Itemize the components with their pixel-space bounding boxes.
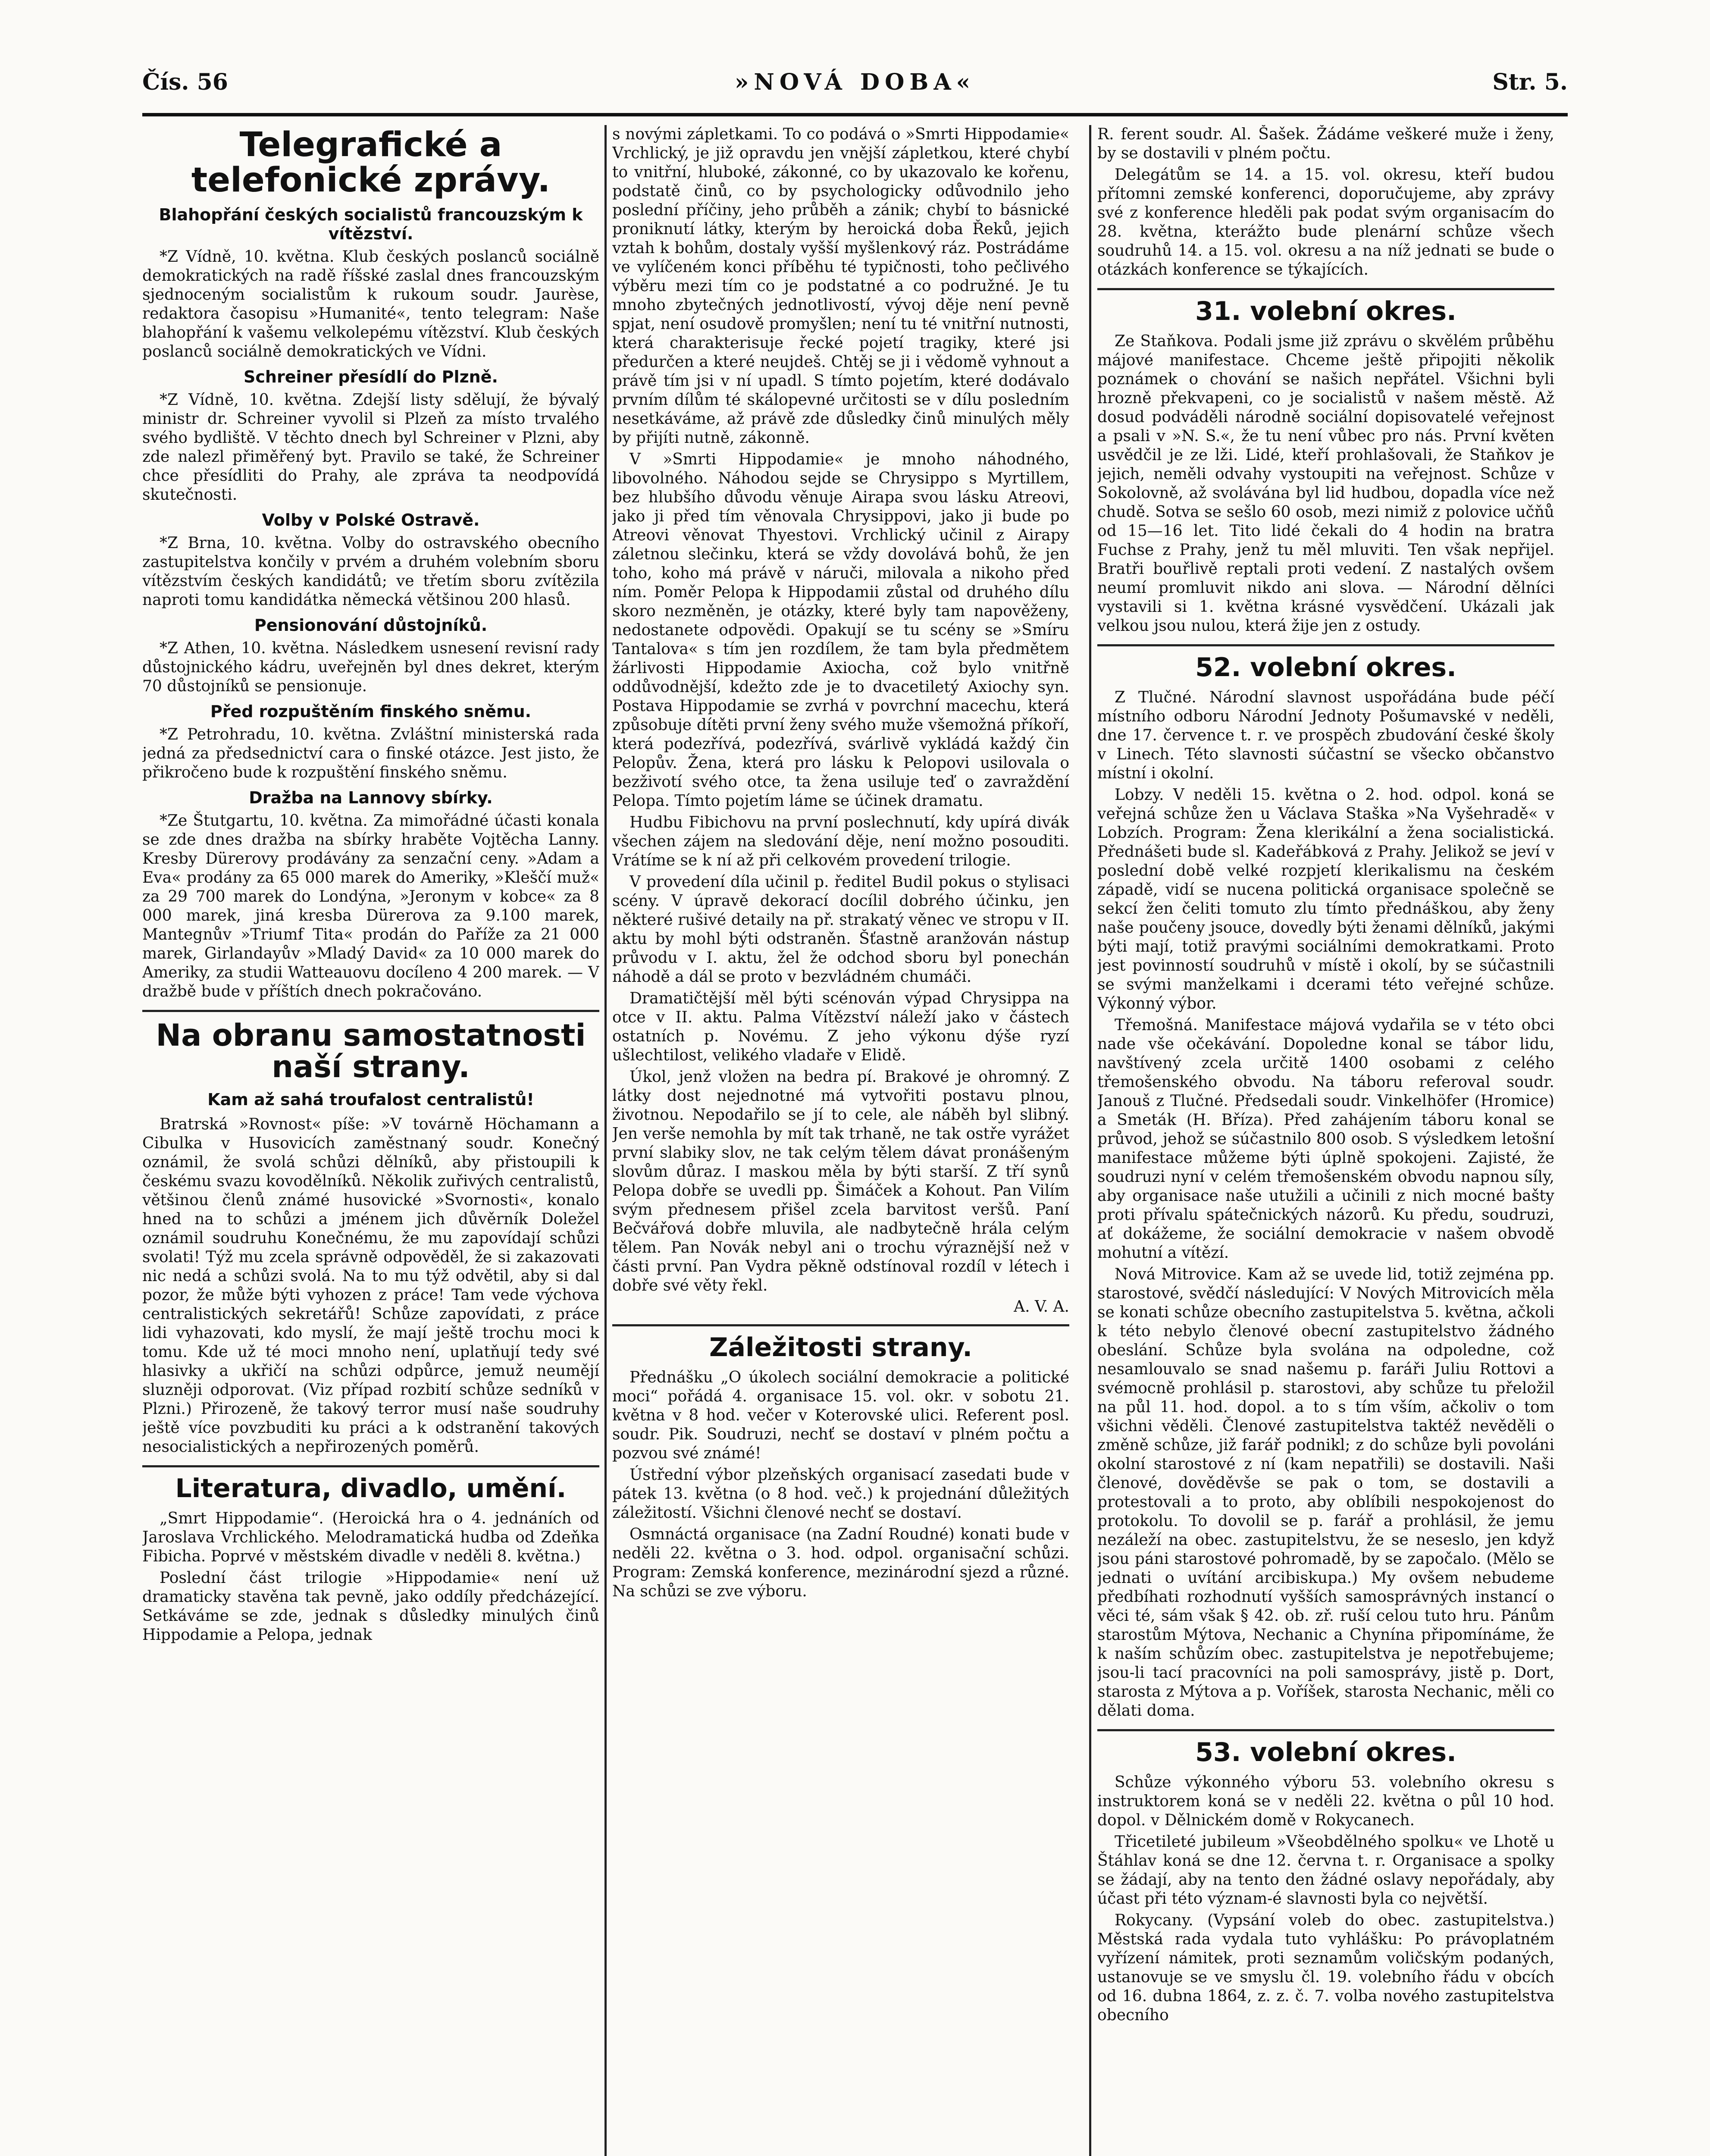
article-text: V provedení díla učinil p. ředitel Budil pokus o stylisaci scény. V úpravě dekorací docílil dobrého účinku, jen některé rušivé detaily na př. strakatý věnec ve stropu v II. aktu by mohl býti odstraněn. Šťastně aranžován nástup průvodu v I. aktu, žel že odchod sboru byl ponechán náhodě a dál se proto v bezvládném chumáči. <box>612 873 1069 986</box>
article-text: V »Smrti Hippodamie« je mnoho náhodného, libovolného. Náhodou sejde se Chrysippo s Myrtillem, bez hlubšího důvodu věnuje Airapa svou lásku Atreovi, jako ji před tím věnovala Chrysippovi, jako ji bude po Atreovi věnovat Thyestovi. Vrchlický učinil z Airapy záletnou slečinku, která se vždy dovolává bohů, že jen toho, koho má právě v náruči, milovala a nikoho před ním. Poměr Pelopa k Hippodamii zůstal od druhého dílu skoro nezměněn, je otázky, které byly tam napověženy, nedostanete odpovědi. Opakují se tu scény se »Smíru Tantalova« s tím jen rozdílem, že tam byla předmětem žárlivosti Hippodamie Axiocha, což bylo vnitřně oddůvodnější, kdežto zde je to dvacetiletý Axiochy syn. Postava Hippodamie se zvrhá v povrchní macechu, která způsobuje dítěti první ženy svého muže všemožná příkoří, která podezřívá, podezřívá, svárlivě vykládá každý čin Pelopův. Žena, která pro lásku k Pelopovi usilovala o bezživotí svého otce, ta žena usiluje teď o zavraždění Pelopa. Tímto pojetím láme se účinek dramatu. <box>612 451 1069 810</box>
article-text: *Ze Štutgartu, 10. května. Za mimořádné účasti konala se zde dnes dražba na sbírky hraběte Vojtěcha Lanny. Kresby Dürerovy prodávány za senzační ceny. »Adam a Eva« prodány za 65 000 marek do Ameriky, »Kleščí muž« za 29 700 marek do Londýna, »Jeronym v kobce« za 8 000 marek, jiná kresba Dürerova za 9.100 marek, Mantegnův »Triumf Tita« prodán do Paříže za 21 000 marek, Girlandayův »Mladý David« za 10 000 marek do Ameriky, za studii Watteauovu docíleno 4 200 marek. — V dražbě bude v příštích dnech pokračováno. <box>142 812 599 1000</box>
section-rule <box>612 1324 1069 1326</box>
article-text: Přednášku „O úkolech sociální demokracie a politické moci“ pořádá 4. organisace 15. vol. okr. v sobotu 21. května v 8 hod. večer v Koterovské ulici. Referent posl. soudr. Pik. Soudruzi, nechť se dostaví v plném počtu a pozvou své známé! <box>612 1369 1069 1462</box>
article-heading: Pensionování důstojníků. <box>254 615 488 635</box>
article-heading: Před rozpuštěním finského sněmu. <box>210 702 532 721</box>
section-rule <box>1097 1729 1554 1731</box>
article-text: *Z Vídně, 10. května. Zdejší listy sdělují, že bývalý ministr dr. Schreiner vyvolil si Plzeň za místo trvalého svého bydliště. V těchto dnech byl Schreiner v Plzni, aby zde nalezl přiměřený byt. Pravilo se také, že Schreiner chce přesídliti do Prahy, ale zpráva ta neodpovídá skutečnosti. <box>142 391 599 504</box>
section-rule <box>1097 644 1554 646</box>
issue-number: Čís. 56 <box>142 69 228 95</box>
page-number: Str. 5. <box>1492 69 1568 95</box>
section-title-zalezitosti: Záležitosti strany. <box>709 1332 973 1363</box>
article-text: Schůze výkonného výboru 53. volebního okresu s instruktorem koná se v neděli 22. května o půl 10 hod. dopol. v Dělnickém domě v Rokycanech. <box>1097 1774 1554 1829</box>
column-divider <box>1089 125 1091 2156</box>
article-text: Třemošná. Manifestace májová vydařila se v této obci nade vše očekávání. Dopoledne konal se tábor lidu, navštívený zcela určitě 1400 osobami z celého třemošenského obvodu. Na táboru referoval soudr. Janouš z Tlučné. Předsedali soudr. Vinkelhöfer (Hromice) a Smeták (H. Bříza). Před zahájením táboru konal se průvod, jehož se súčastnilo 800 osob. S výsledkem letošní manifestace můžeme býti úplně spokojeni. Zajisté, že soudruzi nyní v celém třemošenském obvodu napnou síly, aby organisace naše utužili a učinili z nich mocné bašty proti přívalu spátečnických názorů. Ku předu, soudruzi, ať dokážeme, že sociální demokracie v našem obvodě mohutní a vítězí. <box>1097 1016 1554 1262</box>
article-text: s novými zápletkami. To co podává o »Smrti Hippodamie« Vrchlický, je již opravdu jen vnější zápletkou, které chybí to vnitřní, hluboké, zákonné, co by ukazovalo ke kořenu, podstatě činů, co by psychologicky odůvodnilo jeho poslední příčiny, jeho průběh a zánik; chybí to básnické proniknutí látky, kterým by heroická doba Řeků, jejich vztah k bohům, dostaly vyšší myšlenkový ráz. Postrádáme ve vylíčeném konci příběhu té typičnosti, toho pečlivého výběru mezi tím co je podstatné a co podružné. Je tu mnoho zbytečných jednotlivostí, vývoj děje není pevně spjat, není osudově promyšlen; není tu té vnitřní nutnosti, která charakterisuje řecké pojetí tragiky, které jsi předurčen a které neujdeš. Chtěj se ji i vědomě vyhnout a právě tím jsi v ní upadl. S tímto pojetím, které dodávalo prvním dílům té skálopevné určitosti se v dílu posledním nesetkáváme, až právě zde důsledky činů minulých měly by přijíti nutně, zákonně. <box>612 125 1069 447</box>
article-heading: Blahopřání českých socialistů francouzským k vítězství. <box>159 205 583 243</box>
article-heading: Volby v Polské Ostravě. <box>262 510 480 530</box>
article-text: Nová Mitrovice. Kam až se uvede lid, totiž zejména pp. starostové, svědčí následující: V Nových Mitrovicích měla se konati schůze obecního zastupitelstva 5. května, ačkoli k této nebylo členové obecní zastupitelstvo žádného obeslání. Schůze byla svolána na odpoledne, což nesamlouvalo se snad našemu p. faráři Juliu Rottovi a svémocně prohlásil p. starostovi, aby schůze tu přeložil na půl 11. hod. dopol. a to s tím vším, ačkoliv o tom všichni věděli. Členové zastupitelstva taktéž nevěděli o změně schůze, již farář podnikl; z do schůze byli povoláni okolní starostové z ní (kam nepatřili) se dostavili. Naši členové, dověděvše se pak o tom, se dostavili a protestovali a to proto, aby oblíbili nespokojenost do protokolu. To dovolil se p. farář a prohlásil, že jemu nezáleží na obec. zastupitelstvu, že se neseslo, jen když jsou páni starostové pohromadě, by se započalo. (Mělo se jednati o uvítání arcibiskupa.) My ovšem nebudeme předbíhati rozhodnutí vyšších samosprávných instancí o věci té, sám však § 42. ob. zř. ruší celou tuto hru. Pánům starostům Mýtova, Nechanic a Chynína připomínáme, že k naším schůzím obec. zastupitelstva je nepotřebujeme; jsou-li tací pracovníci na poli samosprávy, jistě p. Dort, starosta z Mýtova a p. Voříšek, starosta Nechanic, měli co dělati doma. <box>1097 1266 1554 1720</box>
article-text: Bratrská »Rovnost« píše: »V továrně Höchamann a Cibulka v Husovicích zaměstnaný soudr. Konečný oznámil, že svolá schůzi dělníků, aby přistoupili k českému svazu kovodělníků. Několik zuřivých centralistů, většinou členů známé husovické »Svornosti«, konalo hned na to schůzi a jménem jich důvěrník Doležel oznámil soudruhu Konečnému, že mu zapovídají schůzi svolati! Týž mu zcela správně odpověděl, že si zakazovati nic nedá a schůzi svolá. Na to mu týž odvětil, aby si dal pozor, že může býti vyhozen z práce! Tam vede výchova centralistických sekretářů! Schůze zapovídati, z práce lidi vyhazovati, kdo myslí, že mají ještě trochu moci k tomu. Kde už té moci mnoho není, uplatňují tedy své hlasivky a ukřičí na schůzi odpůrce, jemuž neumějí sluzněji odporovat. (Viz případ rozbití schůze sedníků v Plzni.) Přirozeně, že takový terror musí naše soudruhy ještě více povzbuditi ku práci a k odstranění takových nesocialistických a nepřirozených poměrů. <box>142 1115 599 1456</box>
section-title-literatura: Literatura, divadlo, umění. <box>175 1473 567 1504</box>
article-text: *Z Petrohradu, 10. května. Zvláštní ministerská rada jedná za předsednictví cara o finské otázce. Jest jisto, že přikročeno bude k rozpuštění finského sněmu. <box>142 725 599 781</box>
article-text: Ze Staňkova. Podali jsme již zprávu o skvělém průběhu májové manifestace. Chceme ještě připojiti několik poznámek o chování se našich nepřátel. Všichni byli hrozně překvapeni, co je socialistů v našem městě. Až dosud podváděli národně sociální dopisovatelé veřejnost a psali v »N. S.«, že tu není vůbec pro nás. První květen usvědčil je ze lži. Lidé, kteří prohlašovali, že Staňkov je jejich, neměli odvahy vystoupiti na veřejnost. Schůze v Sokolovně, až svolávána byl lid hudbou, dopadla více než chudě. Sotva se sešlo 60 osob, mezi nimiž z polovice učňů od 15—16 let. Tito lidé čekali do 4 hodin na bratra Fuchse z Prahy, jenž tu měl mluviti. Ten však nepřijel. Bratři bouřlivě reptali proti vedení. Z nastalých ovšem neumí promluvit nikdo ani slova. — Národní dělníci vystavili si 1. května krásné vysvědčení. Ukázali jak velkou jsou nulou, která žije jen z ostudy. <box>1097 332 1554 635</box>
article-heading: Dražba na Lannovy sbírky. <box>249 788 493 807</box>
section-rule <box>142 1010 599 1012</box>
article-lead: Kam až sahá troufalost centralistů! <box>207 1090 534 1109</box>
section-title-telegrafy: Telegrafické a telefonické zprávy. <box>191 125 551 200</box>
section-title-53-okres: 53. volební okres. <box>1195 1737 1456 1767</box>
article-text: Ústřední výbor plzeňských organisací zasedati bude v pátek 13. května (o 8 hod. več.) k projednání důležitých záležitostí. Všichni členové nechť se dostaví. <box>612 1466 1069 1522</box>
section-rule <box>1097 288 1554 290</box>
article-text: Hudbu Fibichovu na první poslechnutí, kdy upírá divák všechen zájem na sledování děje, není možno posouditi. Vrátíme se k ní až při celkovém provedení trilogie. <box>612 814 1069 869</box>
section-title-52-okres: 52. volební okres. <box>1195 652 1456 683</box>
article-text: Dramatičtější měl býti scénován výpad Chrysippa na otce v II. aktu. Palma Vítězství náleží jako v částech ostatních p. Novému. Z jeho výkonu dýše ryzí ušlechtilost, velikého vladaře v Elidě. <box>612 990 1069 1064</box>
article-text: Lobzy. V neděli 15. května o 2. hod. odpol. koná se veřejná schůze žen u Václava Staška »Na Vyšehradě« v Lobzích. Program: Žena klerikální a žena socialistická. Přednášeti bude sl. Kadeřábková z Prahy. Jelikož se jeví v poslední době velké rozpjetí klerikalismu na českém západě, vidí se nucena politická organisace společně se sekcí žen čeliti tomuto zlu tímto přednáškou, aby ženy naše poučeny jsouce, dovedly býti ženami dělníků, jakými býti mají, totiž pravými sociálními demokratkami. Proto jest povinností soudruhů v místě i okolí, by se súčastnili se svými manželkami i dcerami této veřejné schůze. Výkonný výbor. <box>1097 786 1554 1012</box>
article-text: *Z Athen, 10. května. Následkem usnesení revisní rady důstojnického kádru, uveřejněn byl dnes dekret, kterým 70 důstojníků se pensionuje. <box>142 639 599 695</box>
article-text: Osmnáctá organisace (na Zadní Roudné) konati bude v neděli 22. května o 3. hod. odpol. organisační schůzi. Program: Zemská konference, mezinárodní sjezd a různé. Na schůzi se zve výboru. <box>612 1526 1069 1600</box>
article-text: Úkol, jenž vložen na bedra pí. Brakové je ohromný. Z látky dost nejednotné má vytvořiti postavu plnou, životnou. Nepodařilo se jí to cele, ale náběh byl slibný. Jen verše nemohla by mít tak trhaně, ne tak ostře vyrážet první slabiky slov, ne tak celým tělem dávat pronášeným slovům důraz. I maskou měla by býti starší. Z tří synů Pelopa dobře se uvedli pp. Šimáček a Kohout. Pan Vilím svým přednesem přišel zcela barvitost veršů. Paní Bečvářová dobře mluvila, ale nadbytečně hrála celým tělem. Pan Novák nebyl ani o trochu výraznější než v části první. Pan Vydra pěkně odstínoval rozdíl v létech i dobře své věty řekl. <box>612 1068 1069 1294</box>
newspaper-title: »NOVÁ DOBA« <box>734 69 976 95</box>
article-heading: Schreiner přesídlí do Plzně. <box>244 367 498 386</box>
header-rule <box>142 113 1568 116</box>
column-3 <box>1097 125 1554 2156</box>
article-text: *Z Brna, 10. května. Volby do ostravského obecního zastupitelstva končily v prvém a druhém volebním sboru vítězstvím českých kandidátů; ve třetím sboru zvítězila naproti tomu kandidátka německá většinou 200 hlasů. <box>142 534 599 609</box>
section-rule <box>142 1465 599 1467</box>
section-title-obrana: Na obranu samostatnosti naší strany. <box>156 1017 586 1085</box>
article-text: Rokycany. (Vypsání voleb do obec. zastupitelstva.) Městská rada vydala tuto vyhlášku: Po právoplatném vyřízení námitek, proti seznamům voličským podaných, ustanovuje se ve smyslu čl. 19. volebního řádu v obcích od 16. dubna 1864, z. z. č. 7. volba nového zastupitelstva obecního <box>1097 1912 1554 2024</box>
author-signature: A. V. A. <box>1014 1298 1069 1316</box>
column-1 <box>142 125 599 2156</box>
article-text: *Z Vídně, 10. května. Klub českých poslanců sociálně demokratických na radě říšské zaslal dnes francouzským sjednoceným socialistům k rukoum soudr. Jaurèse, redaktora časopisu »Humanité«, tento telegram: Naše blahopřání k vašemu velkolepému vítězství. Klub českých poslanců sociálně demokratických ve Vídni. <box>142 248 599 360</box>
column-2 <box>612 125 1069 2156</box>
column-divider <box>604 125 607 2156</box>
article-text: „Smrt Hippodamie“. (Heroická hra o 4. jednáních od Jaroslava Vrchlického. Melodramatická hudba od Zdeňka Fibicha. Poprvé v městském divadle v neděli 8. května.) <box>142 1509 599 1565</box>
article-text: Třicetileté jubileum »Všeobdělného spolku« ve Lhotě u Štáhlav koná se dne 12. června t. r. Organisace a spolky se žádají, aby na tento den žádné oslavy nepořádaly, aby účast při této význam‑é slavnosti byla co největší. <box>1097 1833 1554 1908</box>
article-text: R. ferent soudr. Al. Šašek. Žádáme veškeré muže i ženy, by se dostavili v plném počtu. <box>1097 125 1554 162</box>
section-title-31-okres: 31. volební okres. <box>1195 296 1456 326</box>
article-text: Poslední část trilogie »Hippodamie« není už dramaticky stavěna tak pevně, jako oddíly předcházející. Setkáváme se zde, jednak s důsledky minulých činů Hippodamie a Pelopa, jednak <box>142 1569 599 1644</box>
article-text: Delegátům se 14. a 15. vol. okresu, kteří budou přítomni zemské konferenci, doporučujeme, aby zprávy své z konference hleděli pak podat svým organisacím do 28. května, kterážto bude plenární schůze všech soudruhů 14. a 15. vol. okresu a na níž jednati se bude o otázkách konference se týkajících. <box>1097 166 1554 279</box>
article-text: Z Tlučné. Národní slavnost uspořádána bude péčí místního odboru Národní Jednoty Pošumavské v neděli, dne 17. července t. r. ve prospěch zbudování české školy v Linech. Této slavnosti súčastní se všecko občanstvo místní i okolní. <box>1097 689 1554 782</box>
page-header <box>142 65 1568 116</box>
